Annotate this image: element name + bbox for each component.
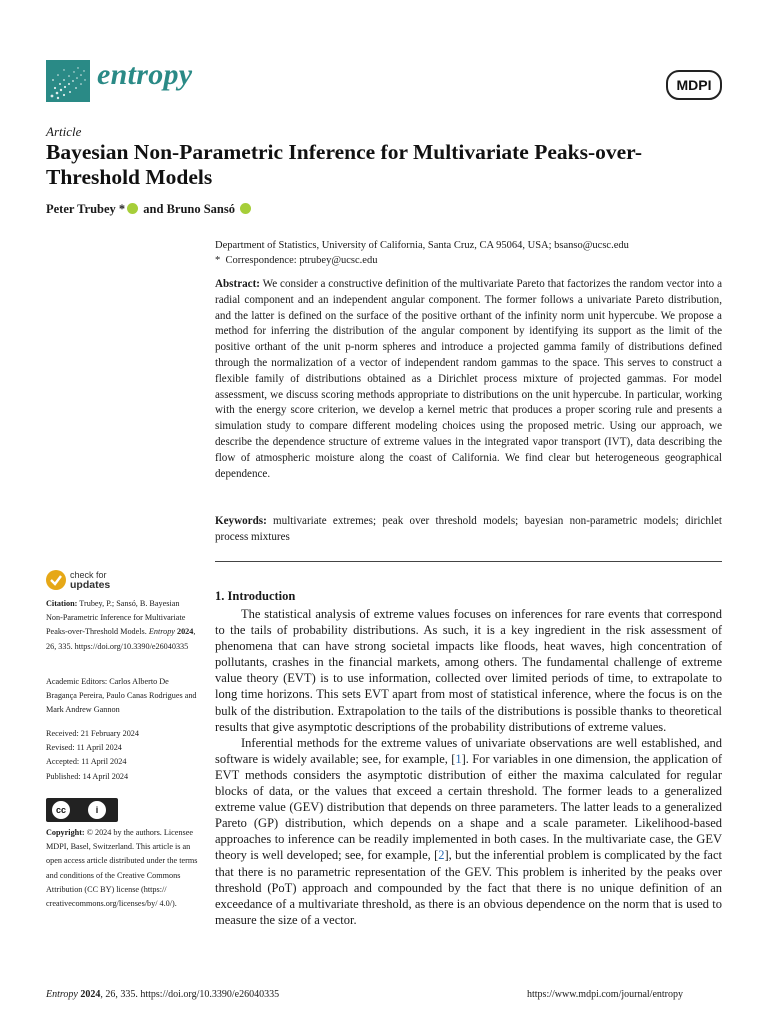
check-for-updates-label: [70, 570, 110, 590]
section-heading: 1. Introduction: [215, 589, 296, 603]
citation-block: [46, 597, 198, 654]
footer-year: 2024: [80, 989, 101, 1000]
check-line-1: check for: [70, 570, 107, 580]
abstract: [215, 277, 722, 482]
affiliation: Department of Statistics, University of California, Santa Cruz, CA 95064, USA; bsanso@ucsc.edu: [215, 240, 629, 251]
article-title: Bayesian Non-Parametric Inference for Multivariate Peaks-over-Threshold Models: [46, 140, 643, 189]
published-date: Published: 14 April 2024: [46, 771, 129, 781]
citation-doi[interactable]: , 26, 335. https://doi.org/10.3390/e26040335: [46, 627, 196, 651]
dates-block: [46, 727, 198, 784]
reference-link[interactable]: 1: [455, 751, 462, 766]
keywords-text: multivariate extremes; peak over threshold models; bayesian non-parametric models; dirichlet process mixtures: [215, 515, 722, 543]
author-separator: and: [143, 202, 164, 216]
text-run: ]. For variables in one dimension, the application of EVT methods considers the asymptotic distribution of either the maxima calculated for regular blocks of data, or the values that exceed a certain threshold. The former leads to a generalized extreme value (GEV) distribution that depends on three parameters. The latter leads to a generalized Pareto (GP) distribution, which depends on a shape and a scale parameter. Likelihood-based approaches to inference can be readily implemented in both cases. In the multivariate case, the GEV theory is well developed; see, for example, [: [215, 751, 722, 863]
paragraph: [215, 735, 722, 928]
citation-label: Citation:: [46, 599, 78, 608]
by-icon: i: [86, 799, 108, 821]
abstract-label: Abstract:: [215, 278, 260, 290]
corresponding-mark: *: [118, 202, 126, 216]
copyright-block: [46, 826, 198, 911]
orcid-icon[interactable]: [240, 203, 251, 214]
correspondence-mark: *: [215, 255, 221, 266]
journal-name: entropy: [97, 58, 193, 91]
check-icon: [46, 570, 66, 590]
cc-icon: cc: [50, 799, 72, 821]
paragraph: The statistical analysis of extreme values focuses on inferences for rare events that correspond to the tails of probability distributions. As such, it is a key ingredient in the risk assessment of phenomena that can have strong societal impacts like floods, heat waves, high concentration of pollutants, crashes in the financial markets, among others. The fundamental challenge of extreme value theory (EVT) is to use information, collected over limited periods of time, to extrapolate to long time horizons. This sets EVT apart from most of statistical inference, where the focus is on the bulk of the distribution. Extrapolation to the tails of the distributions is possible thanks to theoretical results that give asymptotic descriptions of the probability distributions of extreme values.: [215, 607, 722, 734]
entropy-logo-icon: [46, 60, 90, 102]
footer-url[interactable]: https://www.mdpi.com/journal/entropy: [527, 989, 684, 1000]
copyright-text: © 2024 by the authors. Licensee MDPI, Basel, Switzerland. This article is an open access article distributed under the terms and conditions of the Creative Commons Attribution (CC BY) license (https:// creativecommons.org/licenses/by/ 4.0/).: [46, 828, 198, 909]
received-date: Received: 21 February 2024: [46, 729, 139, 738]
author-list: [46, 202, 253, 217]
author-name[interactable]: Bruno Sansó: [166, 202, 235, 216]
cc-by-license-icon[interactable]: [46, 798, 118, 822]
introduction-body: [215, 606, 722, 928]
citation-journal: Entropy: [148, 627, 175, 637]
keywords: [215, 514, 722, 546]
footer-journal: Entropy: [46, 989, 78, 1000]
orcid-icon[interactable]: [127, 203, 138, 214]
check-for-updates-badge[interactable]: [46, 570, 126, 592]
reference-link[interactable]: 2: [438, 848, 445, 863]
copyright-label: Copyright:: [46, 828, 85, 837]
correspondence-text: Correspondence: ptrubey@ucsc.edu: [225, 255, 378, 266]
footer-doi[interactable]: , 26, 335. https://doi.org/10.3390/e26040335: [100, 989, 280, 1000]
citation-text: Trubey, P.; Sansó, B. Bayesian Non-Parametric Inference for Multivariate Peaks-over-Threshold Models.: [46, 599, 186, 637]
footer-citation: [46, 989, 279, 1000]
abstract-text: We consider a constructive definition of the multivariate Pareto that factorizes the random vector into a radial component and an independent angular component. The former follows a univariate Pareto distribution, and the latter is defined on the surface of the positive orthant of the infinity norm unit hypercube. We propose a method for inferring the distribution of the angular component by identifying its support as the limit of the positive orthant of the unit p-norm spheres and introduce a projected gamma family of distributions defined through the normalization of a vector of independent random gammas to the space. This serves to construct a flexible family of distributions obtained as a Dirichlet process mixture of projected gammas. For model assessment, we discuss scoring methods appropriate to distributions on the unit hypercube. In particular, working with the energy score criterion, we develop a kernel metric that produces a proper scoring rule and presents a simulation study to compare different modeling choices using the proposed metric. Using our approach, we describe the dependence structure of extreme values in the integrated vapor transport (IVT), data describing the flow of atmospheric moisture along the coast of California. We find clear but heterogeneous geographical dependence.: [215, 278, 722, 480]
academic-editors: Academic Editors: Carlos Alberto De Bragança Pereira, Paulo Canas Rodrigues and Mark Andrew Gannon: [46, 677, 197, 715]
article-type: Article: [46, 124, 82, 139]
text-run: Inferential methods for the extreme values of univariate observations are well established, and software is widely available; see, for example, [: [215, 735, 722, 766]
accepted-date: Accepted: 11 April 2024: [46, 757, 127, 767]
text-run: ], but the inferential problem is complicated by the fact that there is no parametric representation of the GEV. This problem is inherited by the peaks over threshold (PoT) approach and compounded by the fact that there is no unique definition of an exceedance of a multivariate threshold, as there is an obvious dependence on the norm that is used to measure the size of a vector.: [215, 848, 722, 927]
correspondence: [215, 253, 730, 268]
check-line-2: updates: [70, 579, 111, 591]
divider: [215, 561, 722, 562]
keywords-label: Keywords:: [215, 515, 267, 527]
citation-year: 2024: [176, 627, 194, 637]
author-name[interactable]: Peter Trubey: [46, 202, 116, 216]
affiliation-block: [215, 238, 730, 268]
publisher-logo: MDPI: [666, 70, 722, 100]
revised-date: Revised: 11 April 2024: [46, 743, 122, 753]
